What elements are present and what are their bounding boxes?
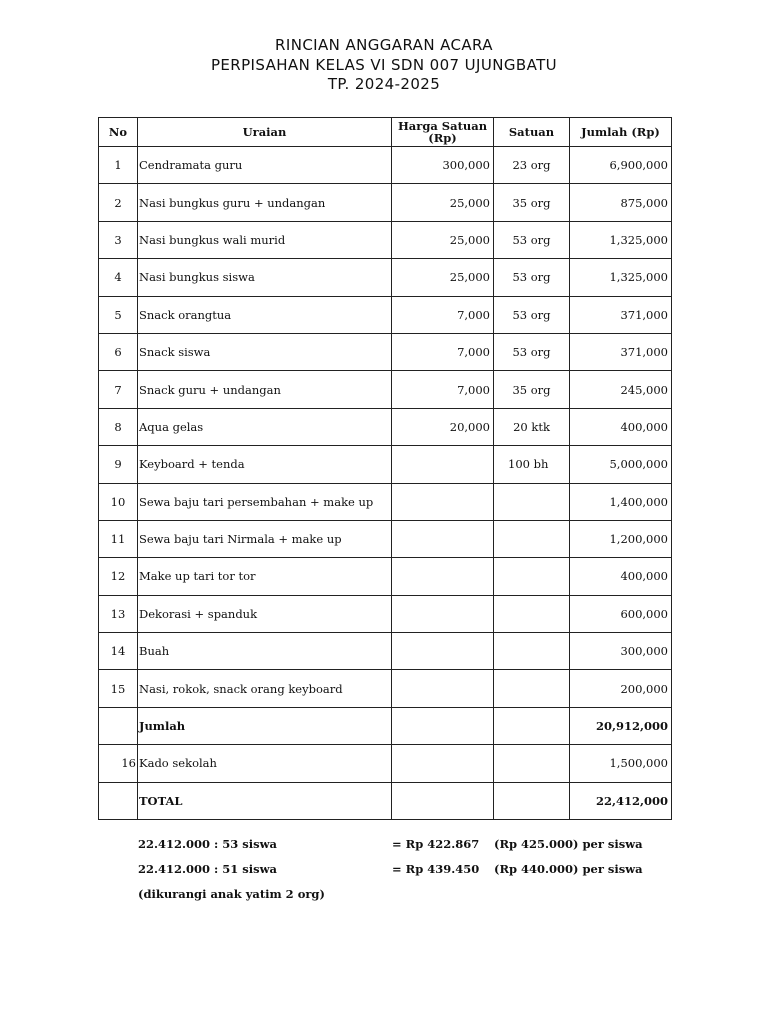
cell-satuan: 20 ktk: [494, 408, 570, 445]
cell-satuan: [494, 483, 570, 520]
header-harga-satuan: [392, 118, 494, 147]
cell-uraian: Aqua gelas: [138, 408, 392, 445]
cell-harga: 20,000: [392, 408, 494, 445]
cell-harga: [392, 446, 494, 483]
subtotal-label: Jumlah: [138, 707, 392, 744]
cell-harga: 7,000: [392, 296, 494, 333]
cell-no: 4: [99, 259, 138, 296]
cell-no: 13: [99, 595, 138, 632]
cell-harga: 7,000: [392, 371, 494, 408]
table-row: [99, 633, 672, 670]
document-title-line2: PERPISAHAN KELAS VI SDN 007 UJUNGBATU: [210, 56, 558, 74]
cell-no: 1: [99, 147, 138, 184]
table-row: [99, 745, 672, 782]
cell-satuan: [494, 595, 570, 632]
cell-harga: [392, 782, 494, 819]
table-row: [99, 371, 672, 408]
cell-jumlah: 245,000: [570, 371, 672, 408]
table-row: [99, 333, 672, 370]
header-no: No: [99, 118, 138, 147]
header-harga-line2: (Rp): [428, 131, 457, 145]
table-row: [99, 184, 672, 221]
cell-harga: 300,000: [392, 147, 494, 184]
cell-jumlah: 400,000: [570, 558, 672, 595]
document-title-line3: TP. 2024-2025: [327, 75, 441, 93]
calc1-rounded: (Rp 425.000) per siswa: [494, 837, 643, 851]
cell-uraian: Make up tari tor tor: [138, 558, 392, 595]
cell-uraian: Nasi bungkus guru + undangan: [138, 184, 392, 221]
cell-harga: [392, 558, 494, 595]
cell-jumlah: 875,000: [570, 184, 672, 221]
cell-no: 16: [99, 745, 138, 782]
cell-satuan: [494, 782, 570, 819]
cell-satuan: 100 bh: [494, 446, 570, 483]
table-row: [99, 595, 672, 632]
cell-uraian: Snack guru + undangan: [138, 371, 392, 408]
cell-satuan: [494, 558, 570, 595]
cell-uraian: Snack siswa: [138, 333, 392, 370]
cell-harga: [392, 595, 494, 632]
cell-no: 5: [99, 296, 138, 333]
table-row: [99, 670, 672, 707]
calc2-result: = Rp 439.450: [392, 862, 480, 876]
total-value: 22,412,000: [570, 782, 672, 819]
cell-jumlah: 371,000: [570, 296, 672, 333]
cell-uraian: Nasi bungkus siswa: [138, 259, 392, 296]
cell-satuan: 35 org: [494, 184, 570, 221]
cell-uraian: Buah: [138, 633, 392, 670]
cell-jumlah: 200,000: [570, 670, 672, 707]
cell-satuan: [494, 670, 570, 707]
cell-no: 9: [99, 446, 138, 483]
cell-satuan: 35 org: [494, 371, 570, 408]
cell-satuan: [494, 707, 570, 744]
cell-harga: [392, 483, 494, 520]
header-uraian: Uraian: [138, 118, 392, 147]
table-row: [99, 221, 672, 258]
calc-remark: (dikurangi anak yatim 2 org): [138, 887, 325, 901]
cell-jumlah: 400,000: [570, 408, 672, 445]
cell-jumlah: 600,000: [570, 595, 672, 632]
cell-no: 7: [99, 371, 138, 408]
cell-jumlah: 1,325,000: [570, 259, 672, 296]
cell-jumlah: 300,000: [570, 633, 672, 670]
cell-no: 2: [99, 184, 138, 221]
table-row: [99, 483, 672, 520]
cell-satuan: [494, 745, 570, 782]
table-header-row: [99, 118, 672, 147]
cell-no: [99, 707, 138, 744]
header-harga-line1: Harga Satuan: [397, 119, 488, 133]
cell-jumlah: 1,325,000: [570, 221, 672, 258]
table-row: [99, 558, 672, 595]
cell-uraian: Sewa baju tari Nirmala + make up: [138, 520, 392, 557]
calc2-rounded: (Rp 440.000) per siswa: [494, 862, 643, 876]
total-row: [99, 782, 672, 819]
cell-no: 12: [99, 558, 138, 595]
cell-uraian: Nasi bungkus wali murid: [138, 221, 392, 258]
cell-uraian: Keyboard + tenda: [138, 446, 392, 483]
cell-jumlah: 1,500,000: [570, 745, 672, 782]
cell-no: 11: [99, 520, 138, 557]
document-title-line1: RINCIAN ANGGARAN ACARA: [275, 36, 493, 54]
cell-satuan: [494, 520, 570, 557]
calc2-formula: 22.412.000 : 51 siswa: [138, 862, 277, 876]
cell-no: 10: [99, 483, 138, 520]
cell-harga: 25,000: [392, 221, 494, 258]
header-satuan: Satuan: [494, 118, 570, 147]
cell-no: [99, 782, 138, 819]
cell-jumlah: 1,200,000: [570, 520, 672, 557]
table-row: [99, 259, 672, 296]
table-row: [99, 520, 672, 557]
cell-harga: [392, 707, 494, 744]
cell-uraian: Dekorasi + spanduk: [138, 595, 392, 632]
cell-satuan: 53 org: [494, 221, 570, 258]
cell-jumlah: 371,000: [570, 333, 672, 370]
cell-harga: [392, 520, 494, 557]
cell-harga: [392, 670, 494, 707]
cell-uraian: Kado sekolah: [138, 745, 392, 782]
cell-satuan: 23 org: [494, 147, 570, 184]
table-row: [99, 296, 672, 333]
cell-no: 6: [99, 333, 138, 370]
table-row: [99, 147, 672, 184]
cell-jumlah: 5,000,000: [570, 446, 672, 483]
table-row: [99, 446, 672, 483]
subtotal-row: [99, 707, 672, 744]
cell-harga: 7,000: [392, 333, 494, 370]
budget-table: [98, 117, 672, 820]
cell-jumlah: 6,900,000: [570, 147, 672, 184]
table-row: [99, 408, 672, 445]
cell-satuan: 53 org: [494, 259, 570, 296]
cell-no: 8: [99, 408, 138, 445]
total-label: TOTAL: [138, 782, 392, 819]
cell-satuan: [494, 633, 570, 670]
cell-satuan: 53 org: [494, 333, 570, 370]
subtotal-value: 20,912,000: [570, 707, 672, 744]
calc1-formula: 22.412.000 : 53 siswa: [138, 837, 277, 851]
cell-satuan: 53 org: [494, 296, 570, 333]
cell-harga: 25,000: [392, 259, 494, 296]
cell-jumlah: 1,400,000: [570, 483, 672, 520]
calc1-result: = Rp 422.867: [392, 837, 480, 851]
cell-uraian: Snack orangtua: [138, 296, 392, 333]
cell-uraian: Cendramata guru: [138, 147, 392, 184]
cell-uraian: Nasi, rokok, snack orang keyboard: [138, 670, 392, 707]
cell-harga: [392, 745, 494, 782]
cell-uraian: Sewa baju tari persembahan + make up: [138, 483, 392, 520]
cell-no: 14: [99, 633, 138, 670]
cell-no: 15: [99, 670, 138, 707]
header-jumlah: Jumlah (Rp): [570, 118, 672, 147]
cell-harga: 25,000: [392, 184, 494, 221]
cell-no: 3: [99, 221, 138, 258]
cell-harga: [392, 633, 494, 670]
